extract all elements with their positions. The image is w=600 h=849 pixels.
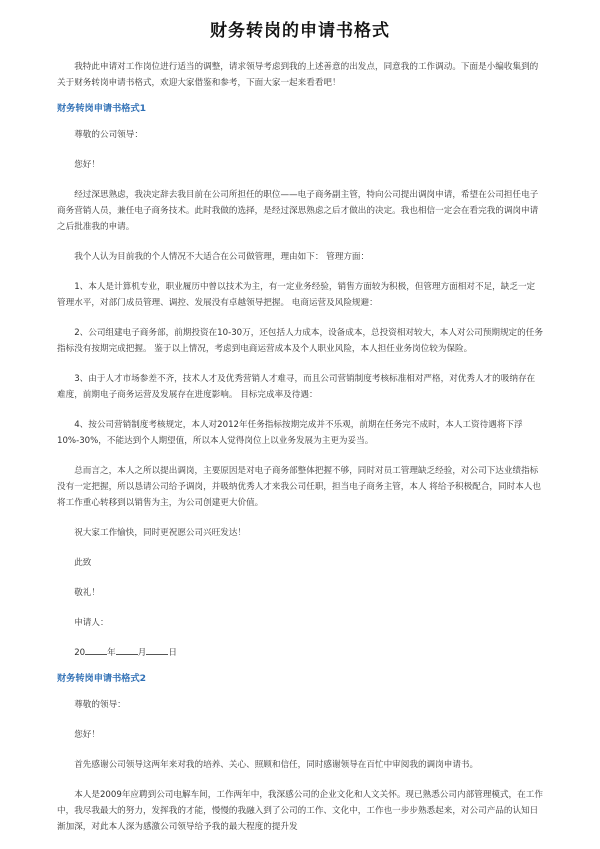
body-paragraph: 4、按公司营销制度考核规定，本人对2012年任务指标按期完成并不乐观，前期在任务完不成时，本人工资待遇将下浮10%-30%，不能达到个人期望值，所以本人觉得岗位上以业务发展为主更为妥当。 bbox=[57, 420, 523, 446]
body-paragraph: 2、公司组建电子商务部，前期投资在10-30万，还包括人力成本，设备成本，总投资相对较大，本人对公司预期规定的任务指标没有按期完成把握。 鉴于以上情况，考虑到电商运营成本及个人职业风险，本人担任业务岗位较为保险。 bbox=[57, 328, 543, 354]
date-prefix: 20 bbox=[74, 648, 86, 658]
section-heading-2: 财务转岗申请书格式2 bbox=[57, 673, 147, 684]
date-line bbox=[57, 645, 543, 661]
body-paragraph: 1、本人是计算机专业，职业履历中曾以技术为主，有一定业务经验，销售方面较为积极，但管理方面相对不足，缺乏一定管理水平，对部门成员管理、调控、发展没有卓越领导把握。 电商运营及风险规避： bbox=[57, 282, 536, 308]
salutation: 尊敬的公司领导： bbox=[74, 130, 143, 140]
body-paragraph: 我个人认为目前我的个人情况不大适合在公司做管理，理由如下： 管理方面： bbox=[74, 252, 370, 262]
body-paragraph: 总而言之，本人之所以提出调岗，主要原因是对电子商务部整体把握不够，同时对员工管理缺乏经验，对公司下达业绩指标没有一定把握，所以恳请公司给予调岗，并吸纳优秀人才来我公司任职，担当电子商务主管，本人 将给予积极配合，同时本人也将工作重心转移到以销售为主，为公司创建更大价值。 bbox=[57, 466, 541, 508]
section-heading-1: 财务转岗申请书格式1 bbox=[57, 103, 147, 114]
body-paragraph: 经过深思熟虑，我决定辞去我目前在公司所担任的职位——电子商务副主管，特向公司提出调岗申请，希望在公司担任电子商务营销人员，兼任电子商务技术。此时我做的选择，是经过深思熟虑之后才做出的决定。我也相信一定会在看完我的调岗申请之后批准我的申请。 bbox=[57, 190, 539, 232]
body-paragraph: 3、由于人才市场参差不齐，技术人才及优秀营销人才难寻，而且公司营销制度考核标准相对严格，对优秀人才的吸纳存在难度，前期电子商务运营及发展存在进度影响。 目标完成率及待遇： bbox=[57, 374, 536, 400]
date-blank bbox=[85, 645, 107, 655]
salutation: 尊敬的领导： bbox=[74, 700, 126, 710]
greeting: 您好！ bbox=[74, 160, 100, 170]
date-day-label: 日 bbox=[168, 648, 177, 658]
closing-wish: 祝大家工作愉快，同时更祝愿公司兴旺发达！ bbox=[74, 528, 247, 538]
intro-paragraph: 我特此申请对工作岗位进行适当的调整，请求领导考虑到我的上述善意的出发点，同意我的工作调动。下面是小编收集到的关于财务转岗申请书格式，欢迎大家借鉴和参考，下面大家一起来看看吧！ bbox=[57, 62, 539, 88]
date-blank bbox=[116, 645, 138, 655]
date-year-label: 年 bbox=[107, 648, 116, 658]
body-paragraph: 首先感谢公司领导这两年来对我的培养、关心、照顾和信任，同时感谢领导在百忙中审阅我的调岗申请书。 bbox=[74, 760, 479, 770]
greeting: 您好！ bbox=[74, 730, 100, 740]
document-title: 财务转岗的申请书格式 bbox=[210, 21, 390, 41]
applicant-line: 申请人： bbox=[74, 618, 109, 628]
date-month-label: 月 bbox=[137, 648, 147, 658]
body-paragraph: 本人是2009年应聘到公司电解车间，工作两年中，我深感公司的企业文化和人文关怀。现已熟悉公司内部管理模式，在工作中，我尽我最大的努力，发挥我的才能，慢慢的我融入到了公司的工作、文化中，工作也一步步熟悉起来，对公司产品的认知日渐加深，对此本人深为感激公司领导给予我的最大程度的提升发 bbox=[57, 790, 543, 832]
closing-line: 敬礼！ bbox=[74, 588, 100, 598]
date-blank bbox=[146, 645, 168, 655]
closing-line: 此致 bbox=[74, 558, 92, 568]
